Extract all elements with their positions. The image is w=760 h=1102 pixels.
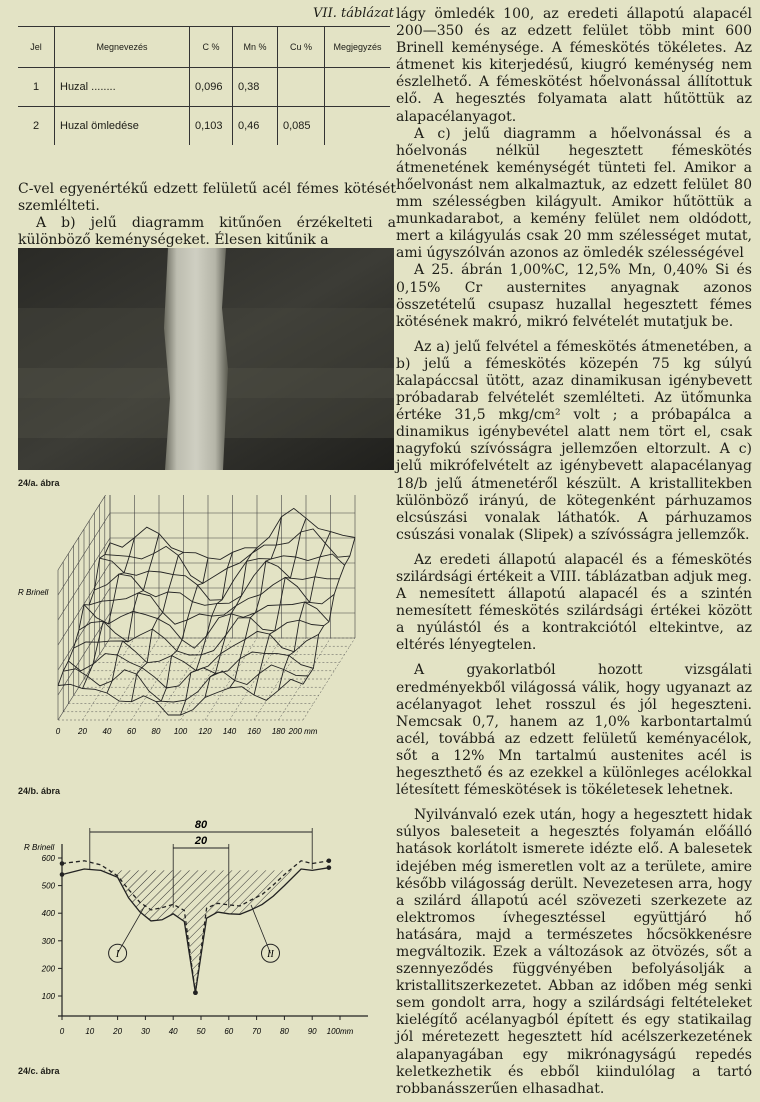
paragraph: A gyakorlatból hozott vizsgálati eredményekből világossá válik, hogy ugyanazt az acélanyagot lehet rosszul és jól hegeszteni. Nemcsak 0,7, hanem az 1,0% karbontartalmú acél, továbbá az edzett felületű keményacélok, sőt a 12% Mn tartalmú austenites acél is hegeszthető és az ezekkel a különleges acélokkal létesített fémeskötések is tökéletesek lehetnek. bbox=[396, 662, 752, 799]
left-column bbox=[18, 6, 396, 249]
y-tick-label: 200 bbox=[41, 964, 55, 974]
x-tick-label: 0 bbox=[59, 1027, 65, 1036]
x-tick-label: 80 bbox=[279, 1027, 289, 1036]
table-header: Mn % bbox=[233, 27, 278, 68]
x-tick-label: 20 bbox=[78, 727, 87, 736]
paragraph: lágy ömledék 100, az eredeti állapotú alapacél 200—350 és az edzett felület több mint 600 Brinell keménysége. A fémeskötés tökéletes. Az átmenet kis kiterjedésű, kiugró keménység nem észlelhető. A fémeskötést hőelvonással állítottuk elő. A hegesztés folyamata alatt hűtöttük az alapacélanyagot. bbox=[396, 6, 752, 125]
table-header: Jel bbox=[18, 27, 55, 68]
x-tick-label: 100mm bbox=[326, 1027, 354, 1036]
curve-label-leader bbox=[118, 905, 146, 953]
table-cell: 0,085 bbox=[278, 107, 325, 146]
x-tick-label: 80 bbox=[151, 727, 161, 736]
curve-label: I bbox=[115, 949, 120, 961]
paragraph: C-vel egyenértékű edzett felületű acél fémes kötését szemlélteti. bbox=[18, 181, 396, 215]
data-point bbox=[193, 990, 198, 995]
table-cell bbox=[325, 68, 391, 107]
surface-line bbox=[105, 529, 350, 583]
surface-line bbox=[279, 532, 331, 691]
x-tick-label: 50 bbox=[196, 1027, 206, 1036]
axis-label: R Brinell bbox=[24, 843, 55, 852]
surface-line bbox=[94, 561, 339, 605]
figure-24c-chart bbox=[14, 808, 398, 1070]
table-cell: 0,38 bbox=[233, 68, 278, 107]
surface-line bbox=[100, 554, 345, 600]
hatched-region bbox=[101, 869, 301, 993]
figure-caption: 24/b. ábra bbox=[18, 786, 61, 796]
surface-line bbox=[68, 652, 313, 688]
x-tick-label: 20 bbox=[113, 1027, 123, 1036]
dimension-label: 20 bbox=[194, 835, 208, 847]
paragraph: Nyilvánvaló ezek után, hogy a hegesztett hidak súlyos baleseteit a hegesztés folyamán előálló hatások korlátolt ismerete idézte elő. A balesetek idejében még ismeretlen volt az a területe, amire később világosság derült. Nevezetesen arra, hogy a szilárd állapotú acél szövezeti szerkezete az elektromos ívhegesztéssel együttjáró hő hatására, majd a természetes hőcsökkenésre megváltozik. Ezek a változások az ötvözés, sőt a szennyeződés függvényében befolyásolják a kristallitszerkezetet. Abban az időben még senki sem gondolt arra, hogy a szilárdsági feltételeket kielégítő acélanyagból épített és egy statikailag jól méretezett hegesztett híd acélszerkezetének alapanyagában egy mikrónagyságú repedés keletkezhetik és ebből kiindulólag a tartó robbanásszerűen elhasadhat. bbox=[396, 807, 752, 1097]
photo-24a bbox=[18, 248, 394, 470]
table-header: Cu % bbox=[278, 27, 325, 68]
x-tick-label: 160 bbox=[247, 727, 261, 736]
figure-caption: 24/c. ábra bbox=[18, 1066, 60, 1076]
data-point bbox=[60, 872, 65, 877]
x-tick-label: 100 bbox=[173, 727, 188, 736]
table-cell: 0,096 bbox=[190, 68, 233, 107]
paragraph: A c) jelű diagramm a hőelvonással és a hőelvonás nélkül hegesztett fémeskötés átmenetének keménységét tünteti fel. Amikor a hőelvonást nem alkalmaztuk, az edzett felület 80 mm szélességben kilágyult. Amikor hűtöttük a munkadarabot, a kemény felület nem oldódott, mert a kilágyulás csak 20 mm szélességet mutat, ami úgyszólván azonos az ömledék szélességével bbox=[396, 125, 752, 262]
x-tick-label: 200 mm bbox=[288, 727, 318, 736]
y-tick-label: 500 bbox=[41, 881, 55, 891]
data-point bbox=[327, 858, 332, 863]
y-tick-label: 100 bbox=[41, 992, 55, 1001]
y-tick-label: 300 bbox=[41, 936, 55, 946]
data-point bbox=[60, 861, 65, 866]
table-header: Megnevezés bbox=[55, 27, 190, 68]
table-header: Megjegyzés bbox=[325, 27, 391, 68]
x-tick-label: 120 bbox=[198, 727, 212, 736]
hardness-chart-svg bbox=[14, 808, 398, 1070]
curve-label-leader bbox=[251, 905, 270, 953]
table-row bbox=[18, 68, 390, 107]
photo-24a-image bbox=[18, 248, 394, 470]
surface-plot-svg bbox=[14, 495, 394, 777]
paragraph: Az eredeti állapotú alapacél és a fémeskötés szilárdsági értékeit a VIII. táblázatban adjuk meg. A nemesített állapotú alapacél és a szintén nemesített fémeskötés szilárdsági értékei között a nyúlástól és a kontrakciótól eltekintve, az eltérés lényegtelen. bbox=[396, 551, 753, 654]
table-header: C % bbox=[190, 27, 233, 68]
x-tick-label: 90 bbox=[307, 1027, 317, 1036]
table-cell: 0,46 bbox=[233, 107, 278, 146]
x-tick-label: 60 bbox=[224, 1027, 234, 1036]
table-cell: Huzal ........ bbox=[55, 68, 190, 107]
figure-24b-surface-plot bbox=[14, 495, 394, 777]
surface-line bbox=[230, 517, 282, 688]
surface-line bbox=[156, 558, 208, 702]
curve-label: II bbox=[267, 949, 274, 961]
table-row bbox=[18, 107, 390, 146]
table-cell: 2 bbox=[32, 120, 40, 132]
table-cell: 0,103 bbox=[190, 107, 233, 146]
x-tick-label: 10 bbox=[85, 1027, 95, 1036]
table-cell: 1 bbox=[18, 68, 55, 107]
data-point bbox=[327, 865, 332, 870]
x-tick-label: 30 bbox=[140, 1027, 150, 1036]
y-tick-label: 400 bbox=[41, 909, 55, 919]
surface-line bbox=[74, 631, 319, 670]
x-tick-label: 140 bbox=[222, 727, 237, 736]
paragraph: A 25. ábrán 1,00%C, 12,5% Mn, 0,40% Si és 0,15% Cr austernites anyagnak azonos összetételű csupasz huzallal hegesztett fémes kötésének makró, mikró felvételét mutatjuk be. bbox=[396, 262, 752, 330]
x-tick-label: 40 bbox=[168, 1027, 178, 1036]
x-tick-label: 0 bbox=[55, 727, 61, 736]
paragraph: A b) jelű diagramm kitűnően érzékelteti a különböző keménységeket. Élesen kitűnik a bbox=[18, 215, 396, 249]
table-cell bbox=[278, 68, 325, 107]
axis-label: R Brinell bbox=[18, 588, 49, 597]
paragraph: Az a) jelű felvétel a fémeskötés átmenetében, a b) jelű a fémeskötés közepén 75 kg súlyú kalapáccsal ütött, azaz dinamikusan igénybevett próbadarab felvételét szemlélteti. Az ütőmunka értéke 31,5 mkg/cm² volt ; a próbapálca a dinamikus igénybevétel alatt nem tört el, csak nagyfokú szívósságra jellemzően eltorzult. A c) jelű mikrófelvételt az igénybevett alapacélanyag 18/b jelű átmenetéről készült. A kristallitekben különböző irányú, de kötegenként párhuzamos elcsúszási vonalak láthatók. A párhuzamos csúszási vonalak (Slipek) a szívósságra jellemzők. bbox=[396, 338, 752, 543]
table-cell bbox=[325, 107, 391, 146]
y-tick-label: 600 bbox=[41, 854, 55, 863]
x-tick-label: 60 bbox=[127, 727, 136, 736]
x-tick-label: 70 bbox=[252, 1027, 262, 1036]
x-tick-label: 40 bbox=[102, 727, 112, 736]
table-title: VII. táblázat bbox=[313, 6, 394, 21]
figure-caption: 24/a. ábra bbox=[18, 478, 60, 488]
dimension-label: 80 bbox=[194, 819, 208, 831]
composition-table bbox=[18, 26, 390, 145]
right-column bbox=[396, 6, 752, 1098]
x-tick-label: 180 bbox=[271, 727, 286, 736]
table-cell: Huzal ömledése bbox=[55, 107, 190, 146]
